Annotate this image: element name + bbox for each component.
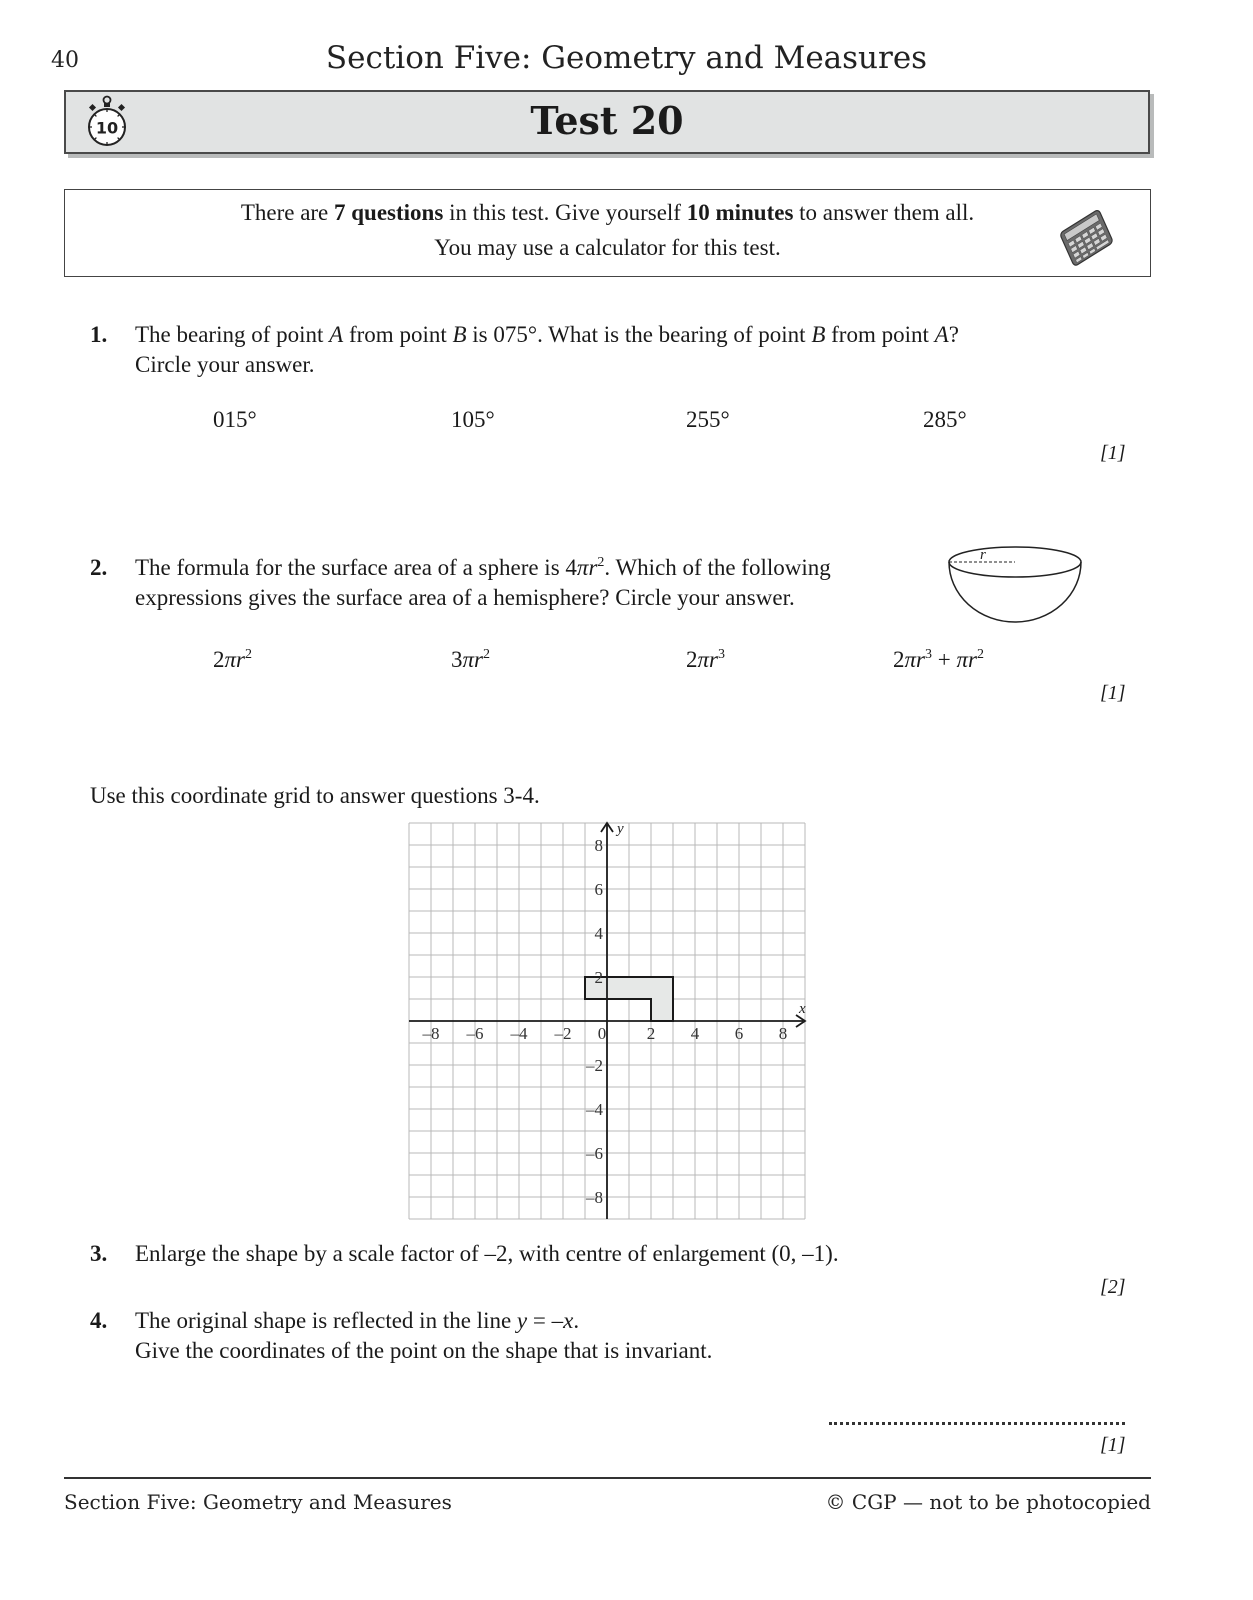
stopwatch-label: 10 [95, 118, 119, 138]
text: . Which of the following [604, 555, 831, 580]
x-tick-label: 2 [646, 1024, 656, 1043]
exponent: 3 [717, 647, 725, 662]
test-banner [64, 90, 1150, 154]
point-label: A [329, 322, 344, 347]
y-tick-label: 6 [594, 880, 603, 899]
variable-r: r [236, 647, 245, 672]
variable-y: y [516, 1308, 528, 1333]
y-tick-label: –2 [586, 1056, 603, 1075]
question-3-number: 3. [90, 1241, 108, 1266]
question-4-number: 4. [90, 1308, 108, 1333]
x-tick-label: 0 [597, 1024, 607, 1043]
page-number: 40 [51, 48, 79, 73]
y-tick-label: 2 [594, 968, 603, 987]
text: expressions gives the surface area of a hemisphere? Circle your answer. [135, 585, 795, 610]
section-title [0, 40, 1253, 76]
text: The formula for the surface area of a sphere is 4 [135, 555, 577, 580]
variable-x: x [563, 1308, 574, 1333]
x-tick-label: 8 [778, 1024, 788, 1043]
footer-divider [64, 1477, 1151, 1479]
instructions-line-2: You may use a calculator for this test. [434, 235, 781, 260]
section-title-text: Section Five: Geometry and Measures [325, 40, 928, 76]
answer-option[interactable] [686, 647, 725, 673]
y-tick-label: 8 [594, 836, 603, 855]
text: from point [343, 322, 453, 347]
pi-symbol: π [904, 647, 917, 672]
instruction: Circle your answer. [135, 352, 315, 377]
question-count: 7 questions [334, 200, 444, 225]
variable-r: r [588, 555, 598, 580]
x-tick-label: 6 [734, 1024, 744, 1043]
instructions-line-1 [65, 200, 1150, 226]
pi-symbol: π [462, 647, 475, 672]
marks-label: [2] [1100, 1276, 1126, 1298]
answer-option[interactable]: 285° [923, 407, 967, 432]
question-1-text [135, 320, 959, 380]
answer-option[interactable] [213, 647, 252, 673]
question-3-text: Enlarge the shape by a scale factor of –2, with centre of enlargement (0, –1). [135, 1241, 839, 1266]
y-tick-label: –6 [586, 1144, 603, 1163]
text: in this test. Give yourself [443, 200, 687, 225]
pi-symbol: π [697, 647, 710, 672]
y-tick-label: 4 [594, 924, 603, 943]
point-label: B [811, 322, 826, 347]
coordinate-grid[interactable] [400, 815, 820, 1230]
text: The bearing of point [135, 322, 330, 347]
y-tick-label: –4 [586, 1100, 603, 1119]
coef: 3 [451, 647, 463, 672]
footer-copyright: © CGP — not to be photocopied [825, 1490, 1151, 1514]
instructions-box [64, 189, 1151, 277]
variable-r: r [474, 647, 483, 672]
coef: 2 [213, 647, 225, 672]
pi-symbol: π [956, 647, 968, 672]
variable-r: r [709, 647, 718, 672]
pi-symbol: π [576, 555, 589, 580]
exponent: 2 [244, 647, 252, 662]
radius-label: r [980, 547, 986, 563]
text: Give the coordinates of the point on the shape that is invariant. [135, 1338, 713, 1363]
text: = – [527, 1308, 564, 1333]
text: . [573, 1308, 580, 1333]
text: is 075°. What is the bearing of point [466, 322, 812, 347]
answer-option[interactable]: 255° [686, 407, 730, 432]
answer-option[interactable] [893, 647, 984, 673]
coef: 2 [893, 647, 905, 672]
x-axis-label: x [799, 1001, 806, 1017]
text: to answer them all. [793, 200, 975, 225]
exponent: 2 [976, 647, 984, 662]
time-limit: 10 minutes [686, 200, 794, 225]
exponent: 2 [597, 555, 605, 570]
y-axis-label: y [617, 821, 624, 837]
x-tick-label: –2 [554, 1024, 572, 1043]
marks-label: [1] [1100, 442, 1126, 464]
question-2-text [135, 553, 831, 613]
grid-intro: Use this coordinate grid to answer questions 3-4. [90, 783, 540, 808]
text: from point [825, 322, 935, 347]
marks-label: [1] [1100, 1434, 1126, 1456]
question-4-text [135, 1306, 712, 1366]
variable-r: r [916, 647, 925, 672]
y-tick-label: –8 [586, 1188, 603, 1207]
marks-label: [1] [1100, 682, 1126, 704]
answer-option[interactable] [451, 647, 490, 673]
calculator-icon [1054, 208, 1126, 268]
x-tick-label: –8 [422, 1024, 440, 1043]
hemisphere-bowl [949, 562, 1081, 622]
text: ? [948, 322, 959, 347]
point-label: A [934, 322, 949, 347]
question-2-number: 2. [90, 555, 108, 580]
variable-r: r [968, 647, 977, 672]
pi-symbol: π [224, 647, 237, 672]
answer-option[interactable]: 015° [213, 407, 257, 432]
text: The original shape is reflected in the line [135, 1308, 517, 1333]
footer-section-title: Section Five: Geometry and Measures [64, 1490, 452, 1514]
test-title: Test 20 [530, 98, 684, 143]
exponent: 2 [482, 647, 490, 662]
plus: + [931, 647, 957, 672]
text: There are [240, 200, 335, 225]
exponent: 3 [924, 647, 932, 662]
point-label: B [452, 322, 467, 347]
hemisphere-diagram [944, 540, 1089, 630]
x-tick-label: –6 [466, 1024, 484, 1043]
answer-option[interactable]: 105° [451, 407, 495, 432]
coef: 2 [686, 647, 698, 672]
question-1-number: 1. [90, 322, 108, 347]
x-tick-label: 4 [690, 1024, 700, 1043]
x-tick-label: –4 [510, 1024, 528, 1043]
answer-input-line[interactable] [829, 1422, 1125, 1425]
